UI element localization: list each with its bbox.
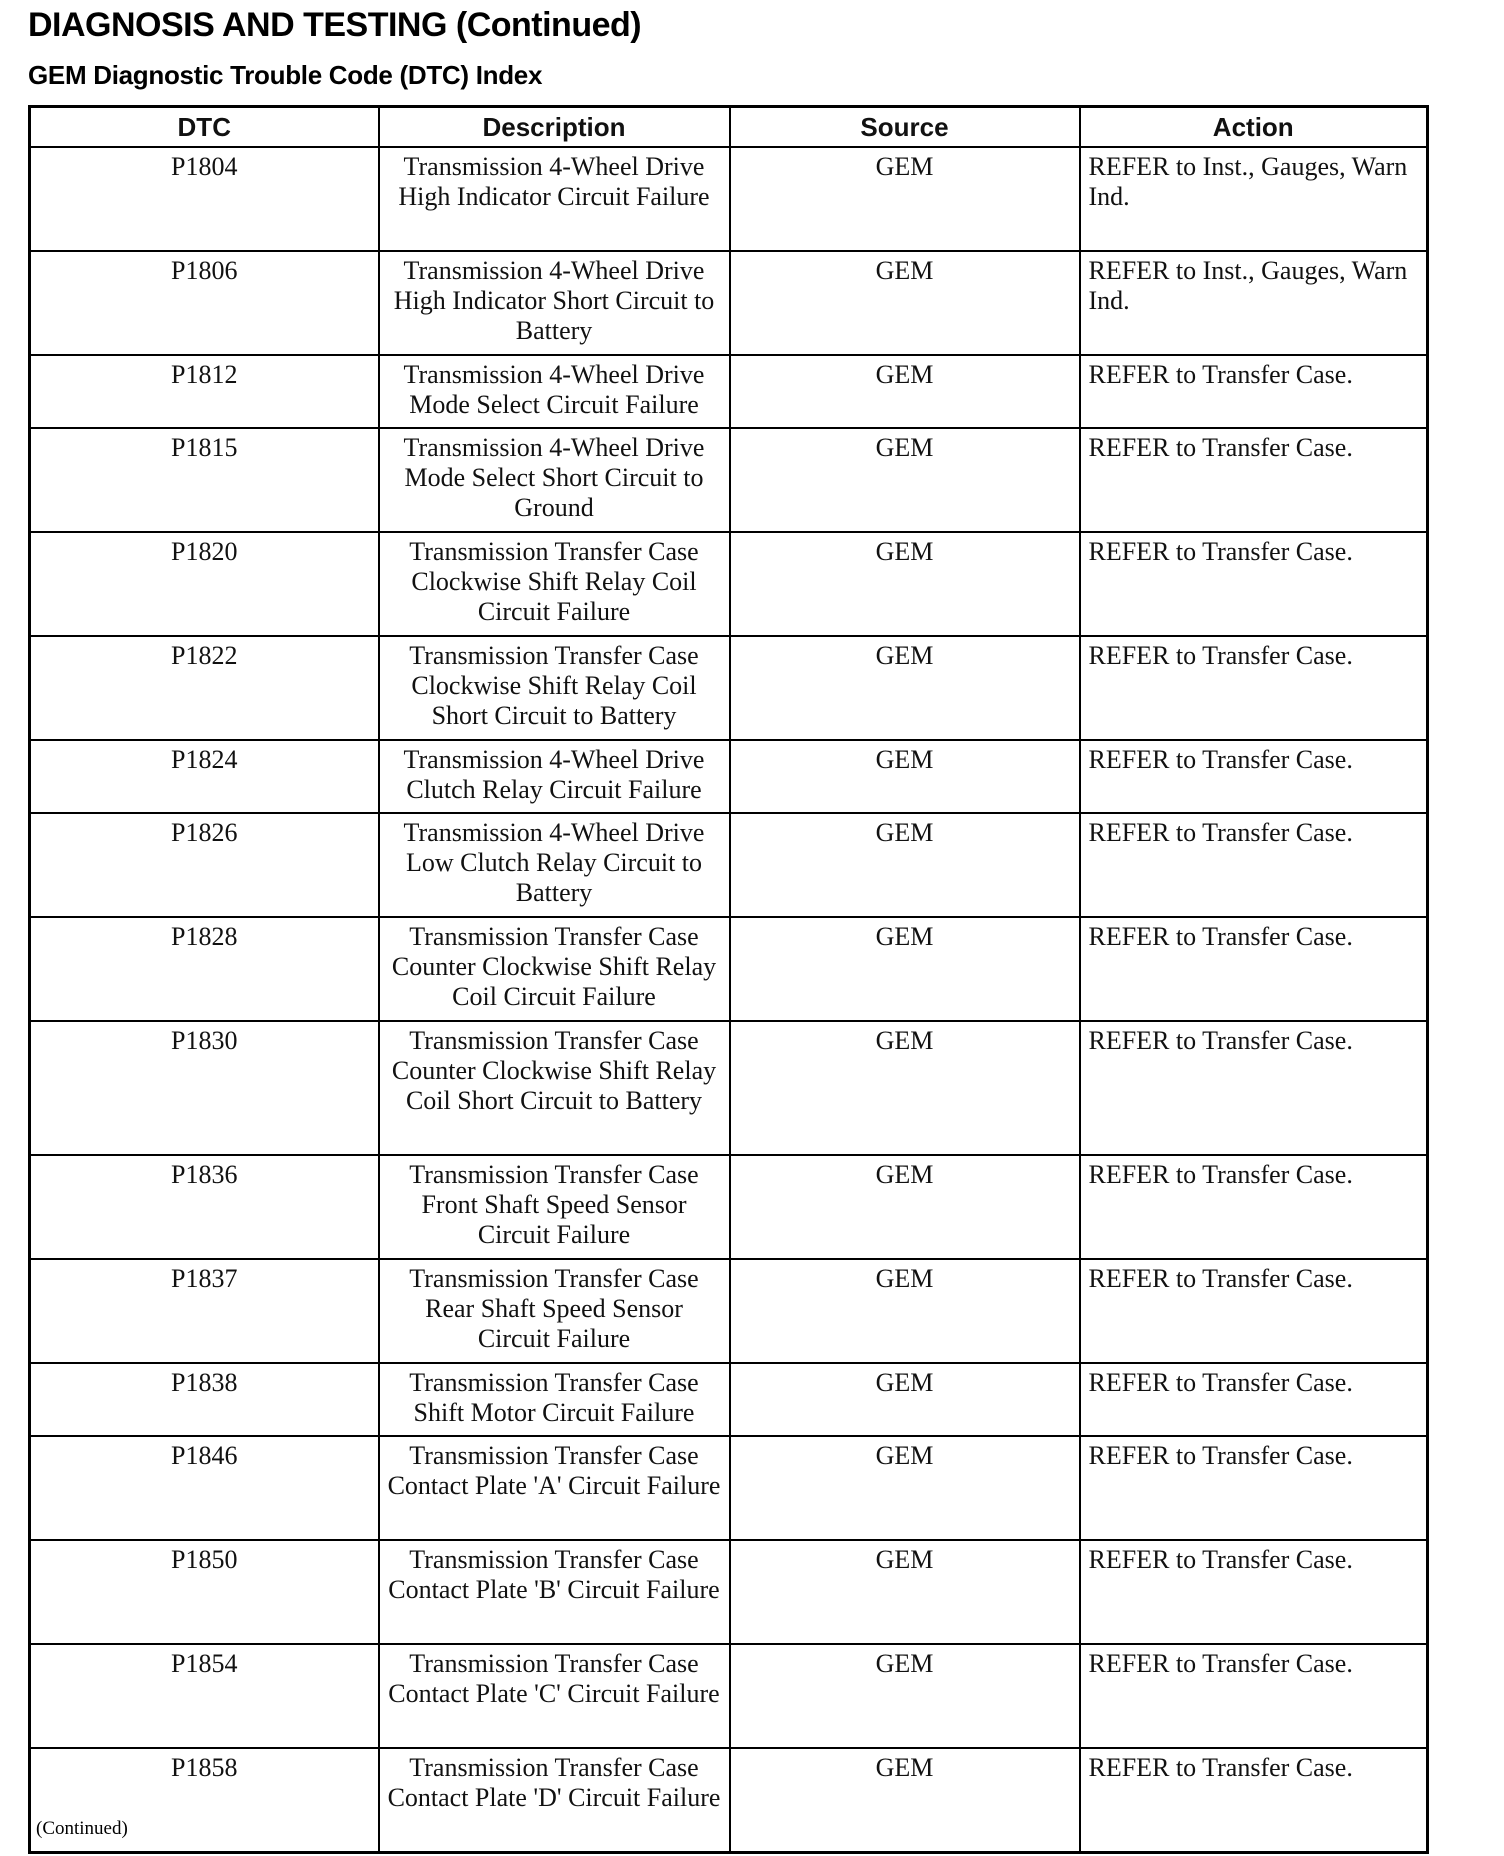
dtc-code: P1836 (30, 1155, 379, 1259)
dtc-description: Transmission 4-Wheel Drive Mode Select Short Circuit to Ground (379, 428, 730, 532)
dtc-description: Transmission Transfer Case Shift Motor Circuit Failure (379, 1363, 730, 1436)
column-header-action: Action (1080, 107, 1428, 148)
table-row (30, 355, 1428, 428)
dtc-action: REFER to Transfer Case. (1080, 428, 1428, 532)
dtc-action: REFER to Transfer Case. (1080, 1540, 1428, 1644)
table-row (30, 813, 1428, 917)
dtc-source: GEM (730, 1021, 1080, 1155)
dtc-action: REFER to Inst., Gauges, Warn Ind. (1080, 251, 1428, 355)
dtc-description: Transmission Transfer Case Rear Shaft Speed Sensor Circuit Failure (379, 1259, 730, 1363)
dtc-action: REFER to Transfer Case. (1080, 813, 1428, 917)
dtc-description: Transmission 4-Wheel Drive Clutch Relay Circuit Failure (379, 740, 730, 813)
dtc-source: GEM (730, 147, 1080, 251)
continued-note: (Continued) (36, 1818, 128, 1839)
dtc-description: Transmission Transfer Case Contact Plate 'A' Circuit Failure (379, 1436, 730, 1540)
dtc-description: Transmission 4-Wheel Drive Low Clutch Relay Circuit to Battery (379, 813, 730, 917)
column-header-source: Source (730, 107, 1080, 148)
dtc-action: REFER to Transfer Case. (1080, 1748, 1428, 1853)
dtc-action: REFER to Transfer Case. (1080, 1259, 1428, 1363)
dtc-code: P1822 (30, 636, 379, 740)
dtc-description: Transmission Transfer Case Counter Clockwise Shift Relay Coil Short Circuit to Battery (379, 1021, 730, 1155)
dtc-description: Transmission Transfer Case Front Shaft Speed Sensor Circuit Failure (379, 1155, 730, 1259)
table-row (30, 1259, 1428, 1363)
dtc-source: GEM (730, 355, 1080, 428)
table-header-row (30, 107, 1428, 148)
dtc-source: GEM (730, 740, 1080, 813)
dtc-description: Transmission Transfer Case Contact Plate 'D' Circuit Failure (379, 1748, 730, 1853)
dtc-action: REFER to Transfer Case. (1080, 1436, 1428, 1540)
table-row (30, 147, 1428, 251)
dtc-action: REFER to Transfer Case. (1080, 1021, 1428, 1155)
table-row (30, 1021, 1428, 1155)
table-row (30, 740, 1428, 813)
table-row (30, 1748, 1428, 1853)
dtc-code: P1830 (30, 1021, 379, 1155)
dtc-description: Transmission 4-Wheel Drive High Indicator Circuit Failure (379, 147, 730, 251)
dtc-description: Transmission Transfer Case Contact Plate 'C' Circuit Failure (379, 1644, 730, 1748)
dtc-code: P1828 (30, 917, 379, 1021)
dtc-action: REFER to Transfer Case. (1080, 740, 1428, 813)
dtc-description: Transmission Transfer Case Contact Plate 'B' Circuit Failure (379, 1540, 730, 1644)
dtc-code: P1812 (30, 355, 379, 428)
dtc-source: GEM (730, 917, 1080, 1021)
table-row (30, 636, 1428, 740)
column-header-description: Description (379, 107, 730, 148)
dtc-description: Transmission Transfer Case Counter Clockwise Shift Relay Coil Circuit Failure (379, 917, 730, 1021)
table-row (30, 1363, 1428, 1436)
dtc-description: Transmission 4-Wheel Drive High Indicator Short Circuit to Battery (379, 251, 730, 355)
dtc-code: P1846 (30, 1436, 379, 1540)
dtc-code: P1854 (30, 1644, 379, 1748)
dtc-description: Transmission 4-Wheel Drive Mode Select Circuit Failure (379, 355, 730, 428)
dtc-source: GEM (730, 1363, 1080, 1436)
dtc-source: GEM (730, 1644, 1080, 1748)
dtc-action: REFER to Transfer Case. (1080, 1155, 1428, 1259)
dtc-source: GEM (730, 1155, 1080, 1259)
table-row (30, 532, 1428, 636)
dtc-code: P1815 (30, 428, 379, 532)
dtc-action: REFER to Transfer Case. (1080, 1644, 1428, 1748)
dtc-source: GEM (730, 532, 1080, 636)
dtc-action: REFER to Transfer Case. (1080, 636, 1428, 740)
dtc-action: REFER to Transfer Case. (1080, 917, 1428, 1021)
table-row (30, 428, 1428, 532)
dtc-source: GEM (730, 1748, 1080, 1853)
table-row (30, 917, 1428, 1021)
table-row (30, 1155, 1428, 1259)
dtc-code: P1837 (30, 1259, 379, 1363)
table-row (30, 1436, 1428, 1540)
dtc-source: GEM (730, 428, 1080, 532)
dtc-source: GEM (730, 813, 1080, 917)
dtc-source: GEM (730, 1436, 1080, 1540)
dtc-action: REFER to Transfer Case. (1080, 532, 1428, 636)
dtc-action: REFER to Inst., Gauges, Warn Ind. (1080, 147, 1428, 251)
dtc-source: GEM (730, 251, 1080, 355)
dtc-code: P1806 (30, 251, 379, 355)
section-title: GEM Diagnostic Trouble Code (DTC) Index (28, 60, 543, 90)
dtc-description: Transmission Transfer Case Clockwise Shift Relay Coil Circuit Failure (379, 532, 730, 636)
dtc-code: P1826 (30, 813, 379, 917)
page-title: DIAGNOSIS AND TESTING (Continued) (28, 6, 642, 44)
dtc-code: P1838 (30, 1363, 379, 1436)
dtc-code: P1820 (30, 532, 379, 636)
table-row (30, 251, 1428, 355)
dtc-description: Transmission Transfer Case Clockwise Shift Relay Coil Short Circuit to Battery (379, 636, 730, 740)
dtc-code: P1824 (30, 740, 379, 813)
dtc-code: P1858 (30, 1748, 379, 1853)
table-row (30, 1540, 1428, 1644)
column-header-dtc: DTC (30, 107, 379, 148)
table-row (30, 1644, 1428, 1748)
dtc-source: GEM (730, 1259, 1080, 1363)
dtc-action: REFER to Transfer Case. (1080, 1363, 1428, 1436)
dtc-action: REFER to Transfer Case. (1080, 355, 1428, 428)
dtc-source: GEM (730, 1540, 1080, 1644)
dtc-index-table (28, 105, 1429, 1854)
dtc-code: P1850 (30, 1540, 379, 1644)
dtc-code: P1804 (30, 147, 379, 251)
dtc-source: GEM (730, 636, 1080, 740)
